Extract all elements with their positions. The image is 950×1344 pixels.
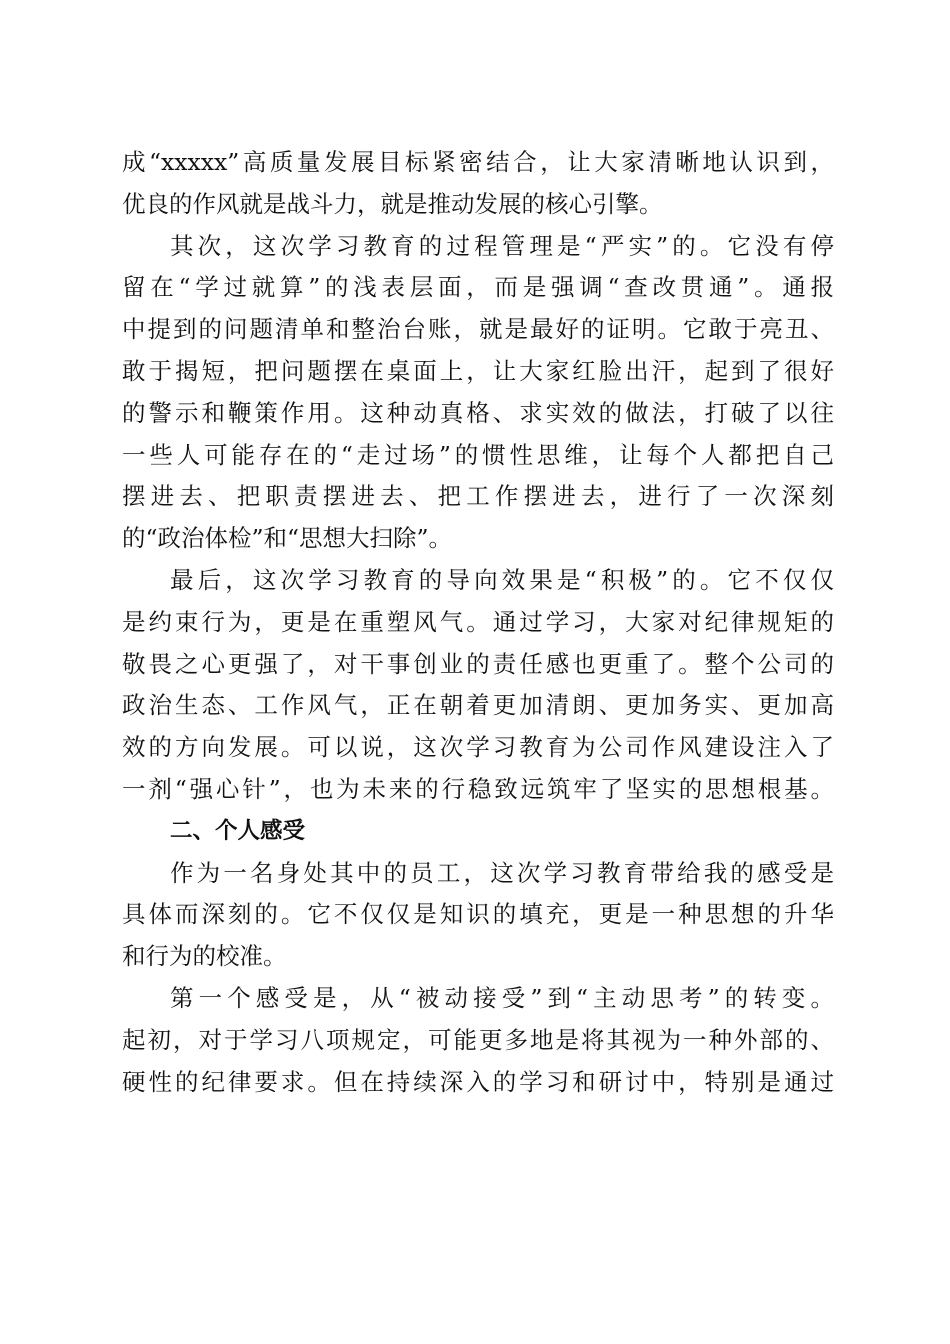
- text-line: 效的方向发展。可以说，这次学习教育为公司作风建设注入了: [122, 733, 834, 762]
- text-line: 留在“学过就算”的浅表层面，而是强调“查改贯通”。通报: [122, 273, 834, 302]
- section-heading: 二、个人感受: [170, 817, 306, 844]
- text-line: 是约束行为，更是在重塑风气。通过学习，大家对纪律规矩的: [122, 607, 834, 636]
- text-line: 敬畏之心更强了，对干事创业的责任感也更重了。整个公司的: [122, 649, 834, 678]
- text-line: 其次，这次学习教育的过程管理是“严实”的。它没有停: [170, 231, 834, 260]
- text-line: 政治生态、工作风气，正在朝着更加清朗、更加务实、更加高: [122, 691, 834, 720]
- text-line: 最后，这次学习教育的导向效果是“积极”的。它不仅仅: [170, 565, 834, 594]
- text-line: 优良的作风就是战斗力，就是推动发展的核心引擎。: [122, 189, 663, 218]
- text-line: 的“政治体检”和“思想大扫除”。: [122, 524, 453, 553]
- text-line: 起初，对于学习八项规定，可能更多地是将其视为一种外部的、: [122, 1025, 834, 1054]
- text-line: 成“xxxxx”高质量发展目标紧密结合，让大家清晰地认识到，: [122, 148, 834, 176]
- text-line: 一剂“强心针”，也为未来的行稳致远筑牢了坚实的思想根基。: [122, 774, 834, 803]
- text-line: 摆进去、把职责摆进去、把工作摆进去，进行了一次深刻: [122, 482, 834, 511]
- text-line: 具体而深刻的。它不仅仅是知识的填充，更是一种思想的升华: [122, 900, 834, 929]
- text-line: 硬性的纪律要求。但在持续深入的学习和研讨中，特别是通过: [122, 1067, 834, 1096]
- text-line: 和行为的校准。: [122, 942, 287, 971]
- document-body: [122, 142, 834, 1103]
- text-line: 中提到的问题清单和整治台账，就是最好的证明。它敢于亮丑、: [122, 315, 834, 344]
- text-line: 作为一名身处其中的员工，这次学习教育带给我的感受是: [170, 858, 834, 887]
- text-line: 一些人可能存在的“走过场”的惯性思维，让每个人都把自己: [122, 440, 834, 469]
- text-line: 的警示和鞭策作用。这种动真格、求实效的做法，打破了以往: [122, 398, 834, 427]
- text-line: 第一个感受是，从“被动接受”到“主动思考”的转变。: [170, 983, 834, 1012]
- text-line: 敢于揭短，把问题摆在桌面上，让大家红脸出汗，起到了很好: [122, 356, 834, 385]
